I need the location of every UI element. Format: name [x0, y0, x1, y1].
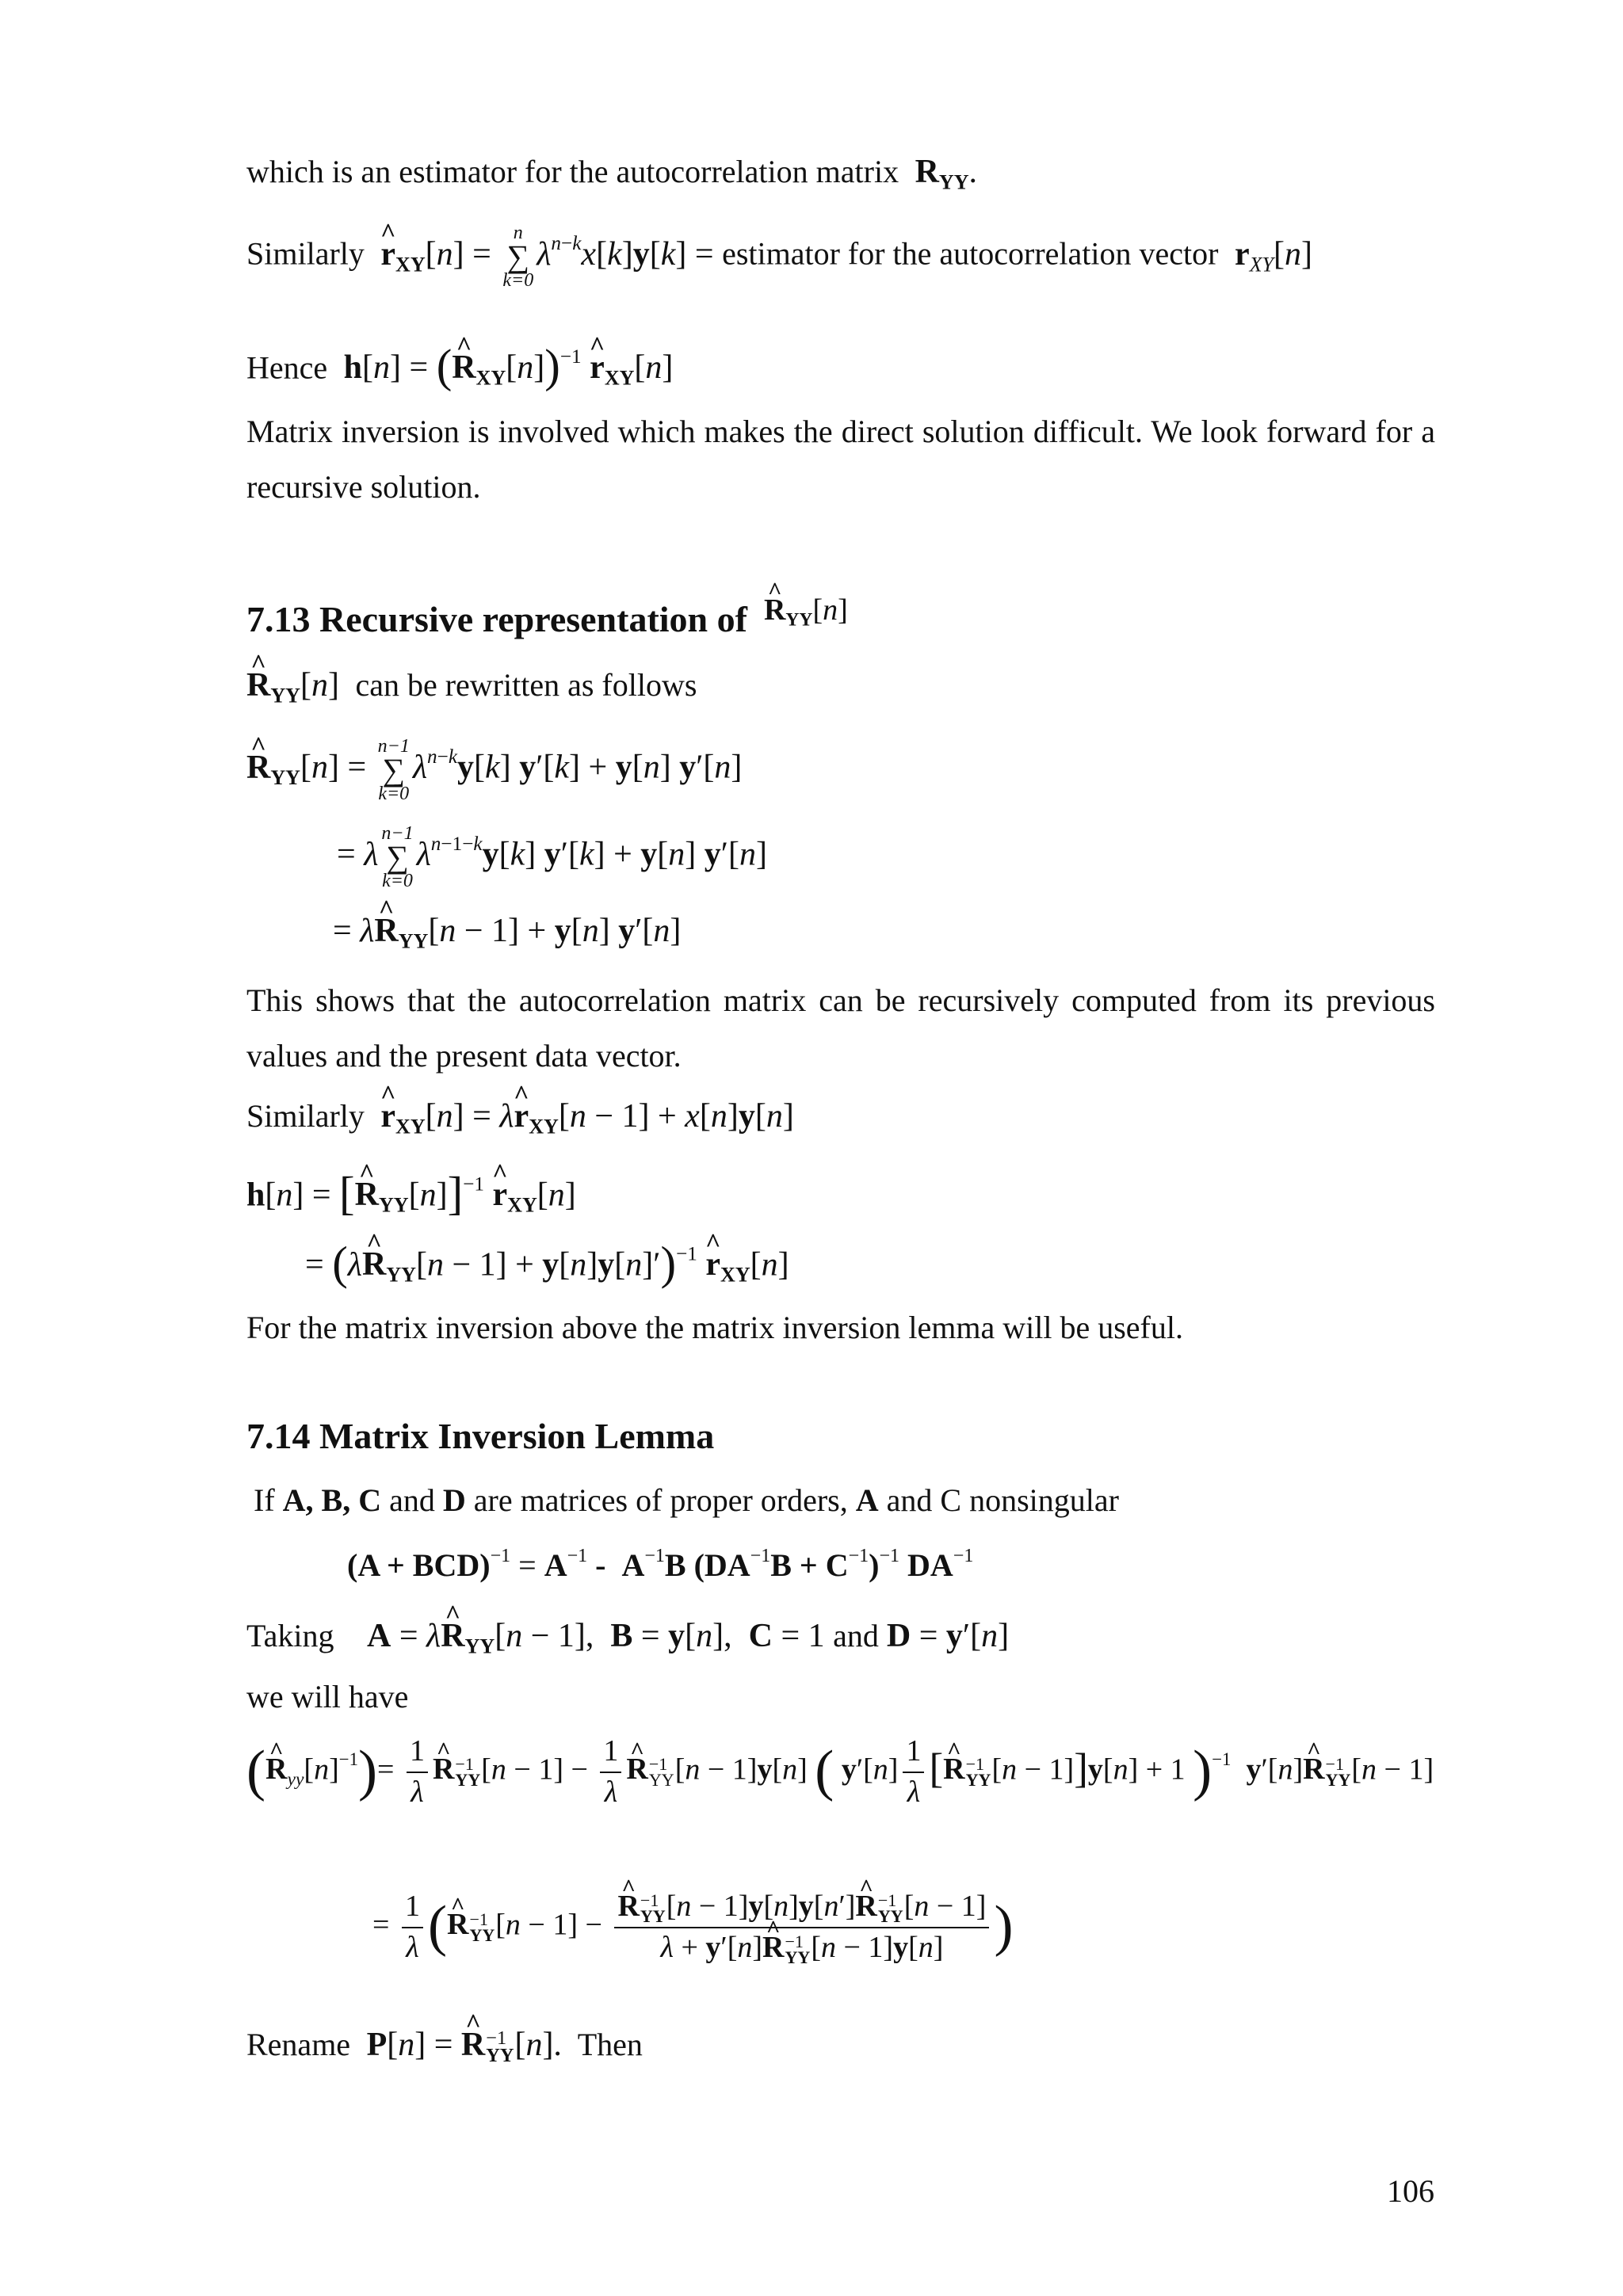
similarly-label-2: Similarly — [246, 1098, 365, 1134]
then-label: Then — [577, 2027, 643, 2062]
para-recursive: This shows that the autocorrelation matrix can be recursively computed from its previous values and the present data vector. — [246, 982, 1435, 1074]
eq-ryy-rewrite: ^ $R_{YY}[n]$ — [246, 667, 347, 704]
page-number: 106 — [1387, 2173, 1434, 2209]
taking-label: Taking — [246, 1618, 334, 1653]
similarly-label: Similarly — [246, 235, 365, 272]
taking-line — [246, 1616, 1009, 1659]
eq-inverse-expansion-1: (^ $Ryy[n]^{-1})=$ $\frac{1}{\lambda}$ ^ R −1 YY [n − 1] − $\frac{1}{\lambda}$ ^ R −1 YY [n − 1]y[n] ( y′[n] $\frac{1}{\lambda}$ [^ R −1 YY [n − 1]]y[n] + 1 )$^{-1}$ y′[n]^ R −1 YY [n − 1] — [246, 1733, 1434, 1810]
eq-h-solution: h[n] = (^ $R_{XY}[n])^{-1}$ ^ $r_{XY}[n]$ — [335, 349, 673, 386]
para-lemma-use: For the matrix inversion above the matrix inversion lemma will be useful. — [246, 1310, 1183, 1345]
we-will-have: we will have — [246, 1679, 409, 1714]
para-matrix-inversion: Matrix inversion is involved which makes the direct solution difficult. We look forward for a recursive solution. — [246, 414, 1435, 505]
estimator-vector-text: estimator for the autocorrelation vector — [722, 235, 1219, 272]
intro-text: which is an estimator for the autocorrelation matrix — [246, 154, 899, 189]
nonsingular-text: and C nonsingular — [886, 1482, 1119, 1518]
section-7-14-heading: 7.14 Matrix Inversion Lemma — [246, 1416, 715, 1456]
eq-ryy-line1: ^ $R_{YY}[n]$ = n−1 ∑ k=0 $\lambda^{n-k}y[k] y'[k] + y[n]$ y′[n] — [246, 737, 742, 803]
eq-taking-a-b-c: A = λ^ $R_{YY}[n - 1]$, B = y[n], C = 1 — [342, 1618, 834, 1654]
hence-label: Hence — [246, 349, 328, 386]
eq-h-inverse-2: = (λ^ $R_{YY}[n - 1] + y[n]y[n]')^{-1}$ ^ $r_{XY}[n]$ — [305, 1236, 789, 1292]
eq-rxy-sum: ^ $r_{XY}[n]$ = n ∑ k=0 $\lambda^{n-k}x[k]y[k]$ = — [372, 236, 722, 273]
eq-ryy-line2: = λ n−1 ∑ k=0 $\lambda^{n-1-k}y[k] y'[k] + y[n]$ y′[n] — [337, 823, 767, 891]
eq-rxy-recursive: ^ $r_{XY}[n]$ = λ^ $r_{XY}[n - 1] + x[n]y[n]$ — [372, 1098, 794, 1135]
a-letter: A — [855, 1482, 879, 1518]
and-label: and — [833, 1618, 879, 1653]
eq-rxy-n: rXY[n] — [1234, 235, 1313, 276]
eq-inverse-expansion-2: = $\frac{1}{\lambda}$ (^ R −1 YY [n − 1] − ^ R −1 YY [n − 1]y[n]y[n′]^ R −1 YY [n − 1] λ + y′[n]^ R −1 YY [n − 1]y[n] ) — [372, 1889, 1013, 1966]
intro-line — [246, 152, 977, 195]
rewrite-line — [246, 666, 697, 708]
proper-orders-text: are matrices of proper orders, — [473, 1482, 848, 1518]
eq-rename-p: P[n] = ^ R −1 YY [n]. — [358, 2027, 570, 2063]
hence-line — [246, 339, 673, 395]
similarly-rxy-line — [246, 223, 1312, 290]
if-word: If — [254, 1482, 275, 1518]
eq-ryy-heading: ^ $^{R_{YY}[n]}$ — [756, 593, 847, 627]
rename-line — [246, 2025, 643, 2065]
section-7-13-title: 7.13 Recursive representation of — [246, 599, 747, 640]
eq-h-inverse-1: h[n] = [^ $R_{YY}[n]]^{-1}$ ^ $r_{XY}[n]$ — [246, 1166, 576, 1222]
section-7-13-heading — [246, 593, 848, 640]
eq-ryy-symbol: $R_{YY}$. — [915, 154, 978, 194]
eq-taking-d: D = y′[n] — [886, 1618, 1010, 1654]
abc-letters: A, B, C — [282, 1482, 382, 1518]
similarly-recursive-line — [246, 1097, 794, 1139]
rewrite-text: can be rewritten as follows — [355, 667, 697, 703]
eq-ryy-line3: = λ^ $R_{YY}[n - 1] + y[n]$ y′[n] — [333, 911, 681, 954]
d-letter: D — [442, 1482, 466, 1518]
and-word: and — [389, 1482, 435, 1518]
eq-lemma: $(A + BCD)^{-1} = A^{-1} - A^{-1}B$ $(DA^{-1}B + C^{-1})^{-1}$ $DA^{-1}$ — [347, 1546, 974, 1583]
rename-label: Rename — [246, 2027, 351, 2062]
lemma-if-line — [254, 1482, 1119, 1520]
